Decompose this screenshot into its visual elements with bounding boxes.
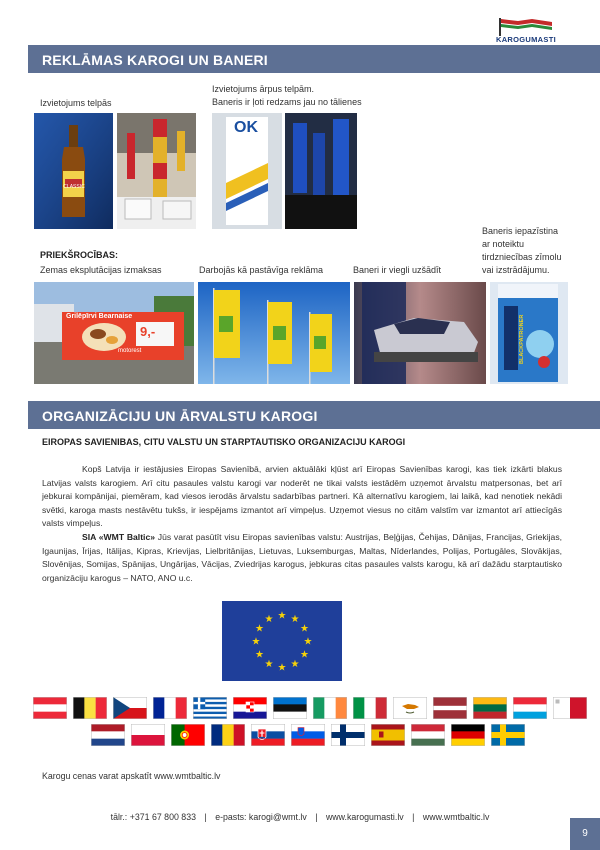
flag-estonia-icon [273, 697, 307, 719]
flag-france-icon [153, 697, 187, 719]
footer-phone: tālr.: +371 67 800 833 [110, 812, 196, 822]
flag-romania-icon [211, 724, 245, 746]
eu-star: ★ [254, 623, 264, 635]
eu-flag [222, 601, 342, 681]
flag-cyprus-icon [393, 697, 427, 719]
eu-star: ★ [277, 662, 287, 674]
flag-spain-icon [371, 724, 405, 746]
eu-star: ★ [290, 659, 300, 671]
sign-text: Grilēpīrvi Bearnaise [66, 313, 133, 320]
eu-star: ★ [290, 613, 300, 625]
photo-beer-banner [34, 113, 113, 229]
flag-italy-icon [353, 697, 387, 719]
flag-slovakia-icon [251, 724, 285, 746]
adv-constant: Darbojās kā pastāvīga reklāma [199, 265, 324, 275]
photo-motorest-sign [34, 282, 194, 384]
page-number: 9 [570, 818, 600, 850]
adv-brand-2: ar noteiktu [482, 239, 525, 249]
photo-yellow-flags [198, 282, 350, 384]
advantages-label: PRIEKŠROCĪBAS: [40, 250, 119, 260]
photo-ok-banner [212, 113, 282, 229]
flag-luxembourg-icon [513, 697, 547, 719]
flag-czech-icon [113, 697, 147, 719]
eu-star: ★ [264, 659, 274, 671]
footer-site-karogumasti[interactable]: www.karogumasti.lv [325, 812, 404, 822]
eu-star: ★ [300, 649, 310, 661]
eu-star: ★ [277, 610, 287, 622]
footer-separator: | [204, 812, 207, 822]
flag-austria-icon [33, 697, 67, 719]
logo-text: KAROGUMASTI [496, 35, 556, 44]
photo-building-banners [285, 113, 357, 229]
section2-subheading: EIROPAS SAVIENIBAS, CITU VALSTU UN STARPTAUTISKO ORGANIZACIJU KAROGI [42, 437, 406, 447]
section-title-ads: REKLĀMAS KAROGI UN BANERI [28, 45, 600, 73]
caption-outdoor-2: Baneris ir ļoti redzams jau no tālienes [212, 97, 362, 107]
adv-brand-4: vai izstrādājumu. [482, 265, 550, 275]
flag-row-2 [91, 724, 525, 746]
caption-indoor: Izvietojums telpās [40, 98, 112, 108]
bottle-label: CLASSIC [63, 184, 85, 190]
footer-separator: | [412, 812, 415, 822]
flag-sweden-icon [491, 724, 525, 746]
eu-star: ★ [300, 623, 310, 635]
photo-car-banner [354, 282, 486, 384]
flag-germany-icon [451, 724, 485, 746]
sign-price: 9,- [140, 324, 156, 339]
footer-site-wmtbaltic[interactable]: www.wmtbaltic.lv [422, 812, 490, 822]
adv-easy: Baneri ir viegli uzšādīt [353, 265, 442, 275]
sign-brand: motorest [118, 348, 142, 354]
caption-outdoor-1: Izvietojums ārpus telpām. [212, 84, 315, 94]
footer-email[interactable]: e-pasts: karogi@wmt.lv [215, 812, 307, 822]
section-title-flags: ORGANIZĀCIJU UN ĀRVALSTU KAROGI [28, 401, 600, 429]
adv-low-cost: Zemas eksplutācijas izmaksas [40, 265, 162, 275]
flag-malta-icon [553, 697, 587, 719]
paragraph-eu-flags: Kopš Latvija ir iestājusies Eiropas Savienībā, arvien aktuālāki kļūst arī Eiropas Savienības karogi, kas tiek izkārti blakus Latvijas valsts karogiem. Arī citu pasaules valstu karogi var noderēt ne tikai valsts iestādēm uzņemot ārvalstu matpersonas, bet arī jebkurai kompānijai, piemēram, kad viesos ierodās ārvalstu sadarbības partneri. Kā alternatīvu karogiem, lai laikā, kad nenotiek nekādi svētki, karoga masts nestāvētu tukšs, ir iespējams izmantot arī vimpeļus. Uzņemot viesus no citām valstīm var izmantot arī attiecīgās valsts vimpeļus. [42, 464, 562, 528]
prices-note: Karogu cenas varat apskatīt www.wmtbaltic.lv [42, 771, 221, 781]
eu-star: ★ [264, 613, 274, 625]
flag-belgium-icon [73, 697, 107, 719]
company-name: SIA «WMT Baltic» [82, 532, 156, 542]
flag-slovenia-icon [291, 724, 325, 746]
adv-brand-3: tirdzniecības zīmolu [482, 252, 562, 262]
flag-row-1 [33, 697, 587, 719]
photo-store-interior [117, 113, 196, 229]
flag-hungary-icon [411, 724, 445, 746]
flag-portugal-icon [171, 724, 205, 746]
flag-latvia-icon [433, 697, 467, 719]
eu-star: ★ [303, 636, 313, 648]
flag-finland-icon [331, 724, 365, 746]
flag-netherlands-icon [91, 724, 125, 746]
paragraph-company-text: Jūs varat pasūtīt visu Eiropas savienības valstu: Austrijas, Beļģijas, Čehijas, Dānijas, Francijas, Griekijas, Igaunijas, Īrijas, Itālijas, Kipras, Krievijas, Lielbritānijas, Lietuvas, Luksemburgas, Maltas, Nīderlandes, Polijas, Portugāles, Slovākijas, Slovēnijas, Somijas, Spānijas, Ungārijas, Vācijas, Zviedrijas karogus, jebkuras citas pasaules valsts karogu, kā arī dažādu starptautisko organizāciju karogus – NATO, ANO u.c. [42, 532, 563, 583]
flag-ireland-icon [313, 697, 347, 719]
eu-star: ★ [251, 636, 261, 648]
footer [0, 812, 600, 822]
vertical-banner-text: BLACKPATRONER [519, 314, 525, 364]
flag-greece-icon [193, 697, 227, 719]
ok-banner-text: OK [234, 119, 258, 136]
flag-logo-icon [496, 16, 556, 36]
eu-star: ★ [254, 649, 264, 661]
adv-brand-1: Baneris iepazīstina [482, 226, 559, 236]
company-logo [496, 16, 556, 44]
footer-separator: | [315, 812, 318, 822]
paragraph-company [42, 531, 562, 585]
photo-vertical-banner [490, 282, 568, 384]
flag-croatia-icon [233, 697, 267, 719]
flag-poland-icon [131, 724, 165, 746]
flag-lithuania-icon [473, 697, 507, 719]
